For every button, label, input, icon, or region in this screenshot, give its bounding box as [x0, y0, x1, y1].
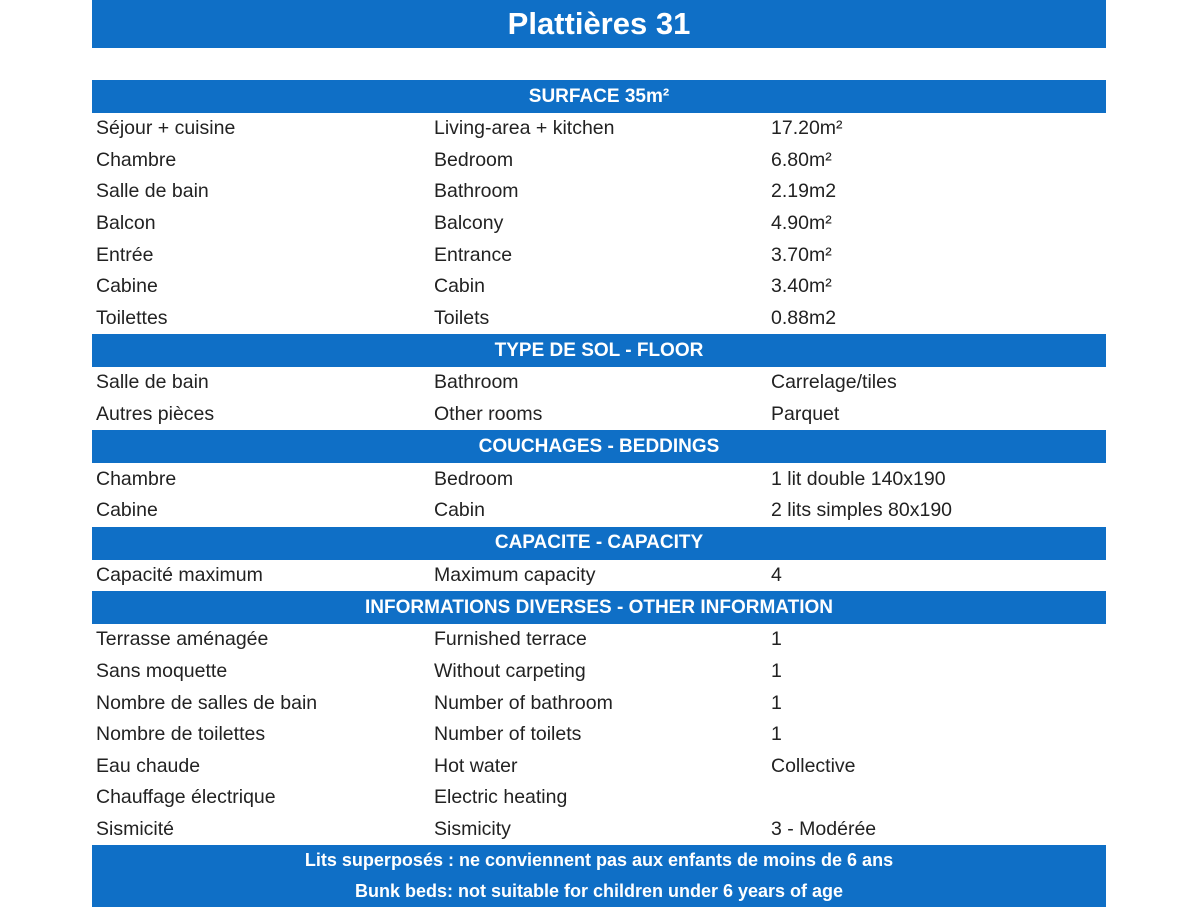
label-fr: Chauffage électrique — [96, 786, 276, 809]
table-row — [92, 399, 1106, 431]
table-row — [92, 113, 1106, 145]
table-row — [92, 782, 1106, 814]
label-en: Living-area + kitchen — [434, 117, 615, 140]
label-fr: Salle de bain — [96, 180, 209, 203]
value-cell: 1 — [771, 723, 782, 746]
value-cell: Collective — [771, 754, 856, 777]
table-row — [92, 624, 1106, 656]
apartment-info-sheet — [92, 0, 1106, 907]
table-row — [92, 303, 1106, 335]
label-en: Number of toilets — [434, 723, 582, 746]
label-en: Other rooms — [434, 403, 543, 426]
label-fr: Terrasse aménagée — [96, 628, 269, 651]
table-row — [92, 560, 1106, 592]
section-header: COUCHAGES - BEDDINGS — [92, 430, 1106, 463]
value-cell: 1 lit double 140x190 — [771, 467, 946, 490]
label-fr: Salle de bain — [96, 371, 209, 394]
label-en: Without carpeting — [434, 660, 586, 683]
value-cell: Carrelage/tiles — [771, 371, 897, 394]
table-row — [92, 145, 1106, 177]
label-fr: Sismicité — [96, 817, 175, 840]
value-cell: 1 — [771, 628, 782, 651]
label-en: Electric heating — [434, 786, 568, 809]
label-fr: Entrée — [96, 243, 154, 266]
table-row — [92, 176, 1106, 208]
label-fr: Séjour + cuisine — [96, 117, 236, 140]
label-fr: Chambre — [96, 467, 177, 490]
label-en: Number of bathroom — [434, 691, 613, 714]
label-fr: Cabine — [96, 275, 158, 298]
label-en: Cabin — [434, 275, 485, 298]
value-cell: 2 lits simples 80x190 — [771, 499, 953, 522]
label-en: Balcony — [434, 212, 504, 235]
table-row — [92, 271, 1106, 303]
section-header: SURFACE 35m² — [92, 80, 1106, 113]
value-cell: 1 — [771, 660, 782, 683]
label-en: Furnished terrace — [434, 628, 587, 651]
label-fr: Nombre de toilettes — [96, 723, 266, 746]
label-fr: Toilettes — [96, 306, 168, 329]
label-fr: Chambre — [96, 148, 177, 171]
table-row — [92, 463, 1106, 495]
value-cell: 2.19m2 — [771, 180, 837, 203]
value-cell: 1 — [771, 691, 782, 714]
label-fr: Cabine — [96, 499, 158, 522]
table-row — [92, 495, 1106, 527]
label-en: Sismicity — [434, 817, 511, 840]
table-row — [92, 367, 1106, 399]
page-title: Plattières 31 — [92, 0, 1106, 48]
label-en: Entrance — [434, 243, 513, 266]
label-fr: Capacité maximum — [96, 563, 263, 586]
value-cell: 4 — [771, 563, 782, 586]
label-en: Bathroom — [434, 180, 519, 203]
table-row — [92, 719, 1106, 751]
sections-container — [92, 80, 1106, 845]
label-en: Cabin — [434, 499, 485, 522]
label-fr: Sans moquette — [96, 660, 228, 683]
label-fr: Autres pièces — [96, 403, 215, 426]
table-row — [92, 239, 1106, 271]
table-row — [92, 814, 1106, 846]
label-en: Hot water — [434, 754, 518, 777]
section-header: CAPACITE - CAPACITY — [92, 527, 1106, 560]
warning-line-fr: Lits superposés : ne conviennent pas aux enfants de moins de 6 ans — [304, 850, 894, 871]
value-cell: 0.88m2 — [771, 306, 837, 329]
value-cell: 3.40m² — [771, 275, 832, 298]
label-fr: Balcon — [96, 212, 156, 235]
label-en: Toilets — [434, 306, 490, 329]
value-cell: 3.70m² — [771, 243, 832, 266]
table-row — [92, 656, 1106, 688]
label-fr: Eau chaude — [96, 754, 201, 777]
warning-footer — [92, 845, 1106, 907]
value-cell: 4.90m² — [771, 212, 832, 235]
table-row — [92, 208, 1106, 240]
value-cell: Parquet — [771, 403, 840, 426]
value-cell: 6.80m² — [771, 148, 832, 171]
label-en: Bathroom — [434, 371, 519, 394]
table-row — [92, 687, 1106, 719]
warning-line-en: Bunk beds: not suitable for children under 6 years of age — [354, 881, 844, 902]
label-en: Bedroom — [434, 148, 514, 171]
table-row — [92, 751, 1106, 783]
value-cell: 17.20m² — [771, 117, 843, 140]
section-header: INFORMATIONS DIVERSES - OTHER INFORMATION — [92, 591, 1106, 624]
value-cell: 3 - Modérée — [771, 817, 877, 840]
label-en: Bedroom — [434, 467, 514, 490]
label-fr: Nombre de salles de bain — [96, 691, 318, 714]
section-header: TYPE DE SOL - FLOOR — [92, 334, 1106, 367]
spacer — [92, 48, 1106, 80]
label-en: Maximum capacity — [434, 563, 596, 586]
